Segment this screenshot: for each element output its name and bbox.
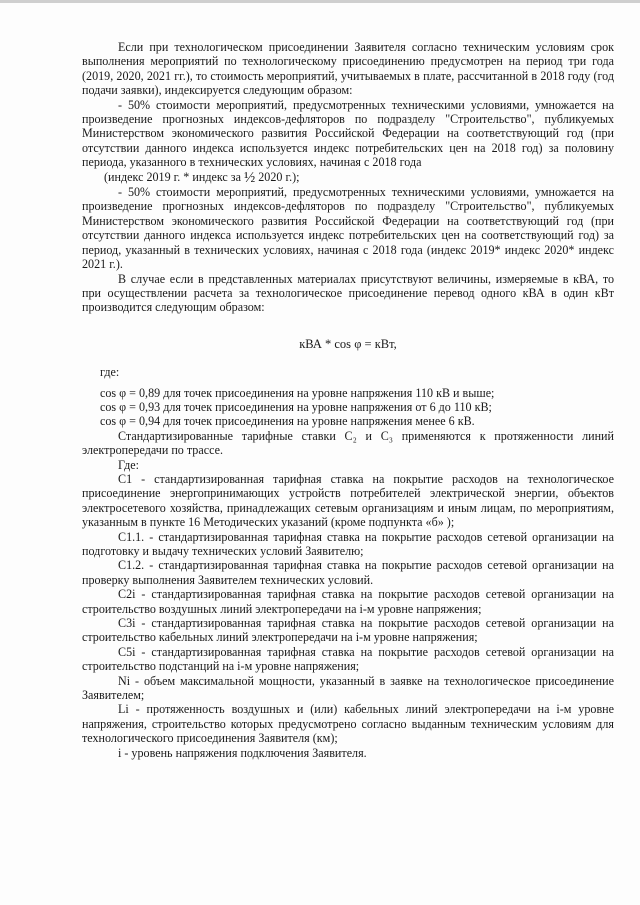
index-line-1: (индекс 2019 г. * индекс за ½ 2020 г.); <box>104 169 300 186</box>
paragraph-50-percent-2: - 50% стоимости мероприятий, предусмотренных техническими условиями, умножается на произведение прогнозных индексов-дефляторов по подразделу "Строительство", публикуемых Министерством экономического развития Российской Федерации на соответствующий год (при отсутствии данного индекса используется индекс потребительских цен на соответствующий год) за период, указанный в технических условиях, начиная с 2018 года (индекс 2019* индекс 2020* индекс 2021 г.). <box>82 185 614 272</box>
def-c3i: С3i - стандартизированная тарифная ставка на покрытие расходов сетевой организации на строительство кабельных линий электропередачи на i-м уровне напряжения; <box>82 616 614 645</box>
def-i: i - уровень напряжения подключения Заявителя. <box>118 745 367 760</box>
paragraph-kva: В случае если в представленных материалах присутствуют величины, измеряемые в кВА, то при осуществлении расчета за технологическое присоединение перевод одного кВА в один кВт производится следующим образом: <box>82 271 614 315</box>
paragraph-standard-rates: Стандартизированные тарифные ставки С₂ и С₃ применяются к протяженности линий электропередачи по трассе. <box>82 428 614 458</box>
def-c11: С1.1. - стандартизированная тарифная ставка на покрытие расходов сетевой организации на подготовку и выдачу технических условий Заявителю; <box>82 529 614 558</box>
def-ni: Ni - объем максимальной мощности, указанный в заявке на технологическое присоединение Заявителем; <box>82 673 614 703</box>
where-label-2: Где: <box>118 457 139 472</box>
cos-line-1: cos φ = 0,89 для точек присоединения на уровне напряжения 110 кВ и выше; <box>100 385 495 400</box>
def-c5i: С5i - стандартизированная тарифная ставка на покрытие расходов сетевой организации на строительство подстанций на i-м уровне напряжения; <box>82 644 614 674</box>
def-li: Li - протяженность воздушных и (или) кабельных линий электропередачи на i-м уровне напряжения, строительство которых предусмотрено согласно выданным техническим условиям для технологического присоединения Заявителя (км); <box>82 702 614 746</box>
def-c2i: С2i - стандартизированная тарифная ставка на покрытие расходов сетевой организации на строительство воздушных линий электропередачи на i-м уровне напряжения; <box>82 587 614 616</box>
def-c1: С1 - стандартизированная тарифная ставка на покрытие расходов на технологическое присоединение энергопринимающих устройств потребителей электрической энергии, объектов электросетевого хозяйства, принадлежащих сетевым организациям и иным лицам, по мероприятиям, указанным в пункте 16 Методических указаний (кроме подпункта «б» ); <box>82 471 614 530</box>
paragraph-50-percent-1: - 50% стоимости мероприятий, предусмотренных техническими условиями, умножается на произведение прогнозных индексов-дефляторов по подразделу "Строительство", публикуемых Министерством экономического развития Российской Федерации на соответствующий год (при отсутствии данного индекса используется индекс потребительских цен на 2018 год) за половину периода, указанного в технических условиях, начиная с 2018 года <box>82 97 614 170</box>
paragraph-1: Если при технологическом присоединении Заявителя согласно техническим условиям срок выполнения мероприятий по технологическому присоединению предусмотрен на период три года (2019, 2020, 2021 гг.), то стоимость мероприятий, учитываемых в плате, рассчитанной в 2018 году (год подачи заявки), индексируется следующим образом: <box>82 40 614 98</box>
cos-line-2: cos φ = 0,93 для точек присоединения на уровне напряжения от 6 до 110 кВ; <box>100 399 492 414</box>
scan-top-edge <box>0 0 640 3</box>
where-label: где: <box>100 365 120 380</box>
cos-line-3: cos φ = 0,94 для точек присоединения на уровне напряжения менее 6 кВ. <box>100 414 475 429</box>
def-c12: С1.2. - стандартизированная тарифная ставка на покрытие расходов сетевой организации на проверку выполнения Заявителем технических условий. <box>82 558 614 587</box>
formula-kva-kvt: кВА * cos φ = кВт, <box>299 336 397 351</box>
document-page <box>82 40 614 760</box>
